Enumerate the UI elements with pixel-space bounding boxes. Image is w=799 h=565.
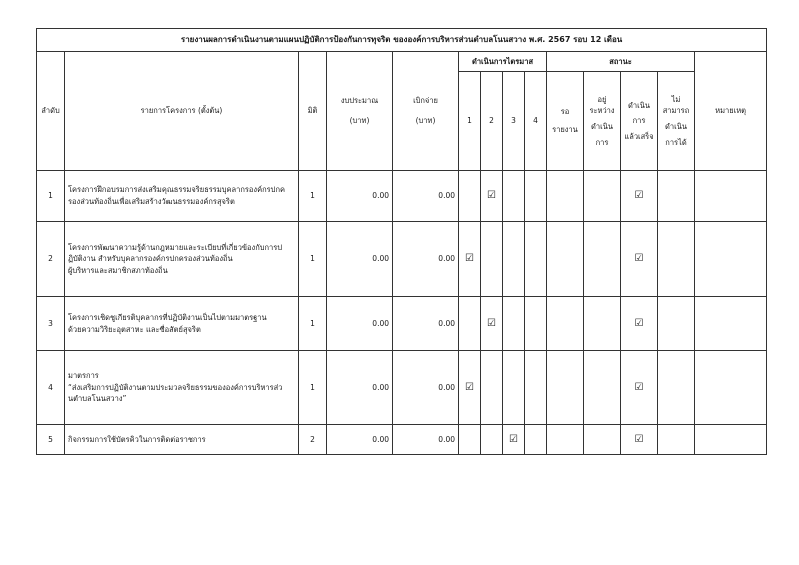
status-unable-line: สามารถ [662, 106, 690, 116]
header-quarter-3: 3 [503, 72, 525, 171]
table-row [37, 222, 767, 297]
quarter-4-cell [525, 351, 547, 425]
project-name-line: โครงการฝึกอบรมการส่งเสริมคุณธรรมจริยธรรมบุคลากรองค์กรปกค [68, 185, 285, 195]
header-status-group: สถานะ [547, 52, 695, 72]
checkbox-checked-icon: ☑ [487, 190, 496, 202]
checkbox-checked-icon: ☑ [634, 433, 644, 445]
status-done-line: แล้วเสร็จ [624, 131, 654, 141]
header-status-pending [547, 72, 584, 171]
project-name [65, 425, 299, 455]
quarter-3-cell [503, 222, 525, 297]
project-name-line: กิจกรรมการใช้บัตรคิวในการติดต่อราชการ [68, 434, 206, 444]
header-status-done [621, 72, 658, 171]
status-unable-line: ไม่ [671, 94, 681, 104]
project-name-line: ฏิบัติงาน สำหรับบุคลากรองค์กรปกครองส่วนท้องถิ่น [68, 254, 233, 264]
dimension-cell: 1 [299, 351, 327, 425]
report-sheet [36, 28, 766, 455]
project-name-line: โครงการเชิดชูเกียรติบุคลากรที่ปฏิบัติงานเป็นไปตามมาตรฐาน [68, 312, 267, 322]
table-row [37, 297, 767, 351]
dimension-cell: 2 [299, 425, 327, 455]
checkbox-checked-icon: ☑ [634, 381, 644, 393]
project-name-line: รองส่วนท้องถิ่นเพื่อเสริมสร้างวัฒนธรรมองค์กรสุจริต [68, 197, 235, 206]
quarter-3-cell [503, 351, 525, 425]
checkbox-checked-icon: ☑ [634, 190, 644, 202]
quarter-4-cell [525, 222, 547, 297]
budget-cell: 0.00 [327, 222, 393, 297]
report-table [36, 28, 767, 455]
budget-cell: 0.00 [327, 425, 393, 455]
dimension-cell: 1 [299, 222, 327, 297]
budget-cell: 0.00 [327, 171, 393, 222]
remark-cell [695, 171, 767, 222]
status-pending-cell [547, 171, 584, 222]
status-in-progress-cell [584, 222, 621, 297]
status-done-cell [621, 351, 658, 425]
project-name [65, 171, 299, 222]
status-pending-cell [547, 425, 584, 455]
status-done-line: ดำเนิน [628, 100, 650, 110]
project-name-line: มาตรการ [68, 371, 99, 381]
quarter-4-cell [525, 425, 547, 455]
quarter-3-cell [503, 297, 525, 351]
header-disbursed-line2: (บาท) [415, 116, 436, 125]
status-in-progress-cell [584, 297, 621, 351]
header-dimension: มิติ [299, 52, 327, 171]
status-unable-cell [658, 297, 695, 351]
status-pending-cell [547, 297, 584, 351]
remark-cell [695, 425, 767, 455]
status-pending-line: รอ [560, 107, 570, 117]
project-name [65, 351, 299, 425]
header-status-unable [658, 72, 695, 171]
header-project: รายการโครงการ (ตั้งต้น) [65, 52, 299, 171]
status-done-line: การ [632, 116, 646, 126]
row-number: 2 [37, 222, 65, 297]
row-number: 3 [37, 297, 65, 351]
project-name-line: โครงการพัฒนาความรู้ด้านกฎหมายและระเบียบที่เกี่ยวข้องกับการป [68, 242, 283, 252]
project-name [65, 297, 299, 351]
status-unable-cell [658, 171, 695, 222]
checkbox-checked-icon: ☑ [465, 381, 474, 393]
remark-cell [695, 297, 767, 351]
checkbox-checked-icon: ☑ [465, 253, 474, 265]
header-disbursed [393, 52, 459, 171]
quarter-4-cell [525, 297, 547, 351]
budget-cell: 0.00 [327, 351, 393, 425]
quarter-1-cell [459, 171, 481, 222]
quarter-2-cell [481, 425, 503, 455]
checkbox-checked-icon: ☑ [487, 317, 496, 329]
header-budget-line1: งบประมาณ [340, 96, 379, 106]
remark-cell [695, 351, 767, 425]
project-name-line: นตำบลโนนสวาง” [68, 394, 127, 404]
header-quarter-4: 4 [525, 72, 547, 171]
header-status-in-progress [584, 72, 621, 171]
header-remarks: หมายเหตุ [695, 52, 767, 171]
remark-cell [695, 222, 767, 297]
quarter-2-cell [481, 171, 503, 222]
row-number: 1 [37, 171, 65, 222]
header-order: ลำดับ [37, 52, 65, 171]
status-pending-cell [547, 222, 584, 297]
disbursed-cell: 0.00 [393, 297, 459, 351]
row-number: 4 [37, 351, 65, 425]
quarter-2-cell [481, 222, 503, 297]
row-number: 5 [37, 425, 65, 455]
quarter-1-cell [459, 425, 481, 455]
checkbox-checked-icon: ☑ [634, 253, 644, 265]
quarter-3-cell [503, 171, 525, 222]
header-budget-line2: (บาท) [349, 116, 370, 125]
status-unable-cell [658, 425, 695, 455]
quarter-4-cell [525, 171, 547, 222]
header-budget [327, 52, 393, 171]
status-in-progress-line: การ [595, 137, 609, 147]
disbursed-cell: 0.00 [393, 171, 459, 222]
header-disbursed-line1: เบิกจ่าย [413, 96, 438, 106]
report-title: รายงานผลการดำเนินงานตามแผนปฏิบัติการป้องกันการทุจริต ขององค์การบริหารส่วนตำบลโนนสวาง พ.ศ. 2567 รอบ 12 เดือน [37, 29, 767, 52]
status-unable-cell [658, 222, 695, 297]
dimension-cell: 1 [299, 171, 327, 222]
table-row [37, 171, 767, 222]
checkbox-checked-icon: ☑ [634, 317, 644, 329]
quarter-2-cell [481, 351, 503, 425]
status-done-cell [621, 171, 658, 222]
status-in-progress-line: ดำเนิน [591, 122, 613, 131]
project-name-line: ด้วยความวิริยะอุตสาหะ และซื่อสัตย์สุจริต [68, 324, 201, 334]
status-unable-line: การได้ [665, 137, 687, 147]
status-in-progress-cell [584, 425, 621, 455]
header-quarter-1: 1 [459, 72, 481, 171]
status-done-cell [621, 425, 658, 455]
quarter-3-cell [503, 425, 525, 455]
status-unable-cell [658, 351, 695, 425]
project-name-line: ผู้บริหารและสมาชิกสภาท้องถิ่น [68, 265, 168, 275]
project-name-line: “ส่งเสริมการปฏิบัติงานตามประมวลจริยธรรมขององค์การบริหารส่ว [68, 382, 283, 392]
status-pending-cell [547, 351, 584, 425]
dimension-cell: 1 [299, 297, 327, 351]
status-pending-line: รายงาน [552, 125, 578, 134]
quarter-2-cell [481, 297, 503, 351]
status-unable-line: ดำเนิน [665, 122, 687, 131]
status-in-progress-cell [584, 351, 621, 425]
quarter-1-cell [459, 297, 481, 351]
status-done-cell [621, 297, 658, 351]
project-name [65, 222, 299, 297]
status-in-progress-line: ระหว่าง [589, 106, 615, 116]
status-in-progress-line: อยู่ [597, 94, 607, 104]
table-row [37, 425, 767, 455]
disbursed-cell: 0.00 [393, 425, 459, 455]
budget-cell: 0.00 [327, 297, 393, 351]
quarter-1-cell [459, 222, 481, 297]
quarter-1-cell [459, 351, 481, 425]
header-quarter-2: 2 [481, 72, 503, 171]
table-row [37, 351, 767, 425]
status-in-progress-cell [584, 171, 621, 222]
checkbox-checked-icon: ☑ [509, 433, 518, 445]
status-done-cell [621, 222, 658, 297]
disbursed-cell: 0.00 [393, 351, 459, 425]
disbursed-cell: 0.00 [393, 222, 459, 297]
header-quarter-group: ดำเนินการไตรมาส [459, 52, 547, 72]
